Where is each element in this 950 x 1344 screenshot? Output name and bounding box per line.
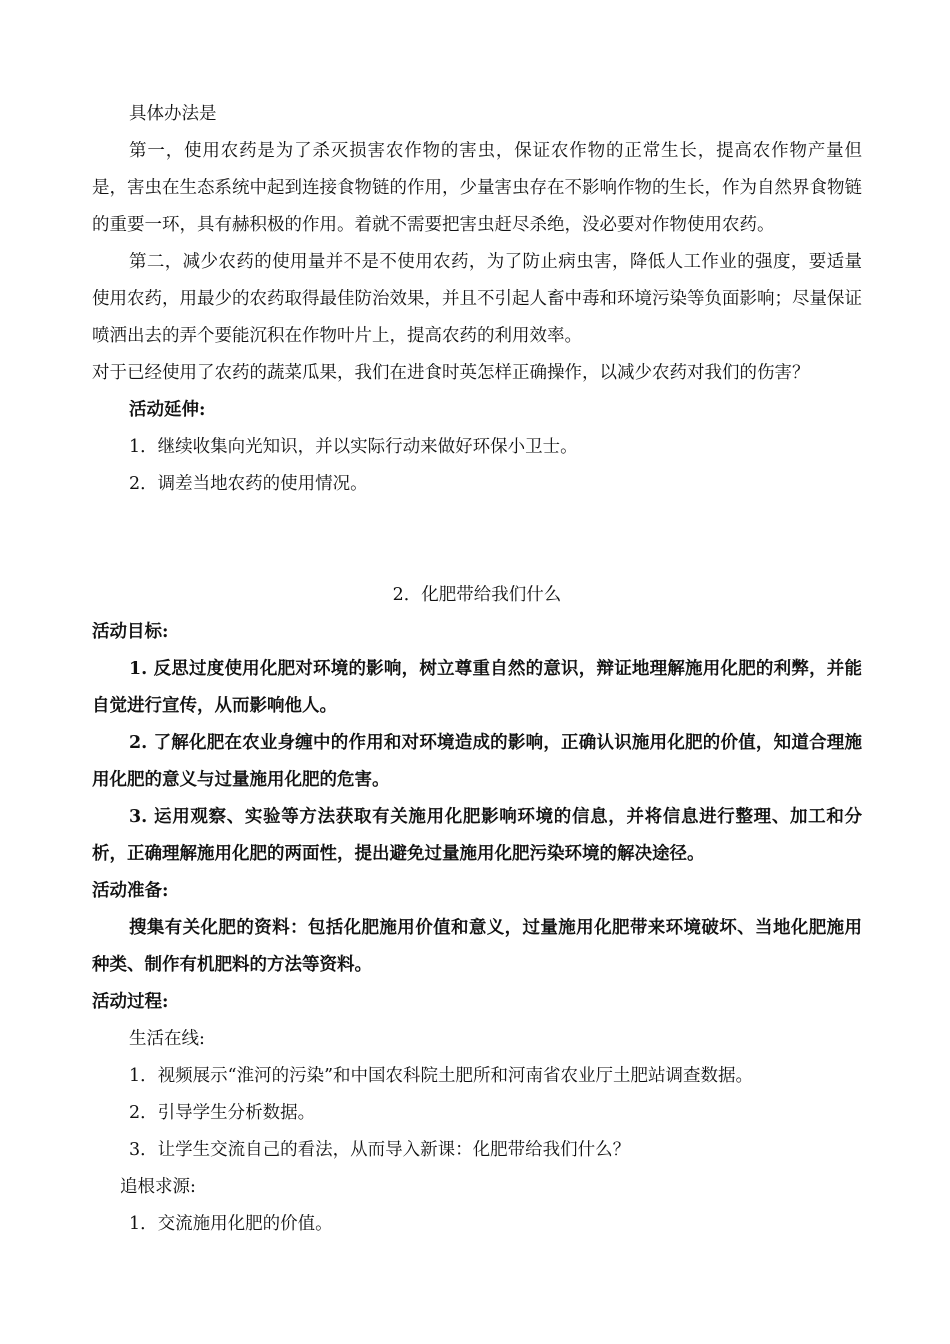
roots-heading: 追根求源: xyxy=(120,1177,196,1197)
roots-item-1: 1．交流施用化肥的价值。 xyxy=(129,1214,333,1234)
document-page xyxy=(92,96,862,1243)
prep-heading: 活动准备: xyxy=(92,881,169,901)
goals-heading: 活动目标: xyxy=(92,622,169,642)
section-gap xyxy=(92,503,862,577)
goal-item-3: 3. 运用观察、实验等方法获取有关施用化肥影响环境的信息，并将信息进行整理、加工和分析，正确理解施用化肥的两面性，提出避免过量施用化肥污染环境的解决途径。 xyxy=(92,807,862,864)
extension-item-1: 1．继续收集向光知识，并以实际行动来做好环保小卫士。 xyxy=(129,437,578,457)
life-item-3: 3．让学生交流自己的看法，从而导入新课：化肥带给我们什么？ xyxy=(129,1140,631,1160)
intro-line: 具体办法是 xyxy=(129,104,217,124)
prep-text: 搜集有关化肥的资料：包括化肥施用价值和意义，过量施用化肥带来环境破坏、当地化肥施用种类、制作有机肥料的方法等资料。 xyxy=(92,918,862,975)
paragraph-first: 第一，使用农药是为了杀灭损害农作物的害虫，保证农作物的正常生长，提高农作物产量但是，害虫在生态系统中起到连接食物链的作用，少量害虫存在不影响作物的生长，作为自然界食物链的重要一环，具有赫积极的作用。着就不需要把害虫赶尽杀绝，没必要对作物使用农药。 xyxy=(92,141,862,235)
section-title: 2．化肥带给我们什么 xyxy=(392,585,562,605)
life-online-heading: 生活在线: xyxy=(129,1029,205,1049)
process-heading: 活动过程: xyxy=(92,992,169,1012)
life-item-2: 2．引导学生分析数据。 xyxy=(129,1103,316,1123)
life-item-1: 1．视频展示“淮河的污染”和中国农科院土肥所和河南省农业厅土肥站调查数据。 xyxy=(129,1066,754,1086)
goal-item-2: 2. 了解化肥在农业身缠中的作用和对环境造成的影响，正确认识施用化肥的价值，知道合理施用化肥的意义与过量施用化肥的危害。 xyxy=(92,733,862,790)
question-line: 对于已经使用了农药的蔬菜瓜果，我们在进食时英怎样正确操作，以减少农药对我们的伤害？ xyxy=(92,363,810,383)
extension-item-2: 2．调差当地农药的使用情况。 xyxy=(129,474,368,494)
paragraph-second: 第二，减少农药的使用量并不是不使用农药，为了防止病虫害，降低人工作业的强度，要适量使用农药，用最少的农药取得最佳防治效果，并且不引起人畜中毒和环境污染等负面影响；尽量保证喷洒出去的弄个要能沉积在作物叶片上，提高农药的利用效率。 xyxy=(92,252,862,346)
goal-item-1: 1. 反思过度使用化肥对环境的影响，树立尊重自然的意识，辩证地理解施用化肥的利弊，并能自觉进行宣传，从而影响他人。 xyxy=(92,659,862,716)
extension-heading: 活动延伸: xyxy=(129,400,206,420)
